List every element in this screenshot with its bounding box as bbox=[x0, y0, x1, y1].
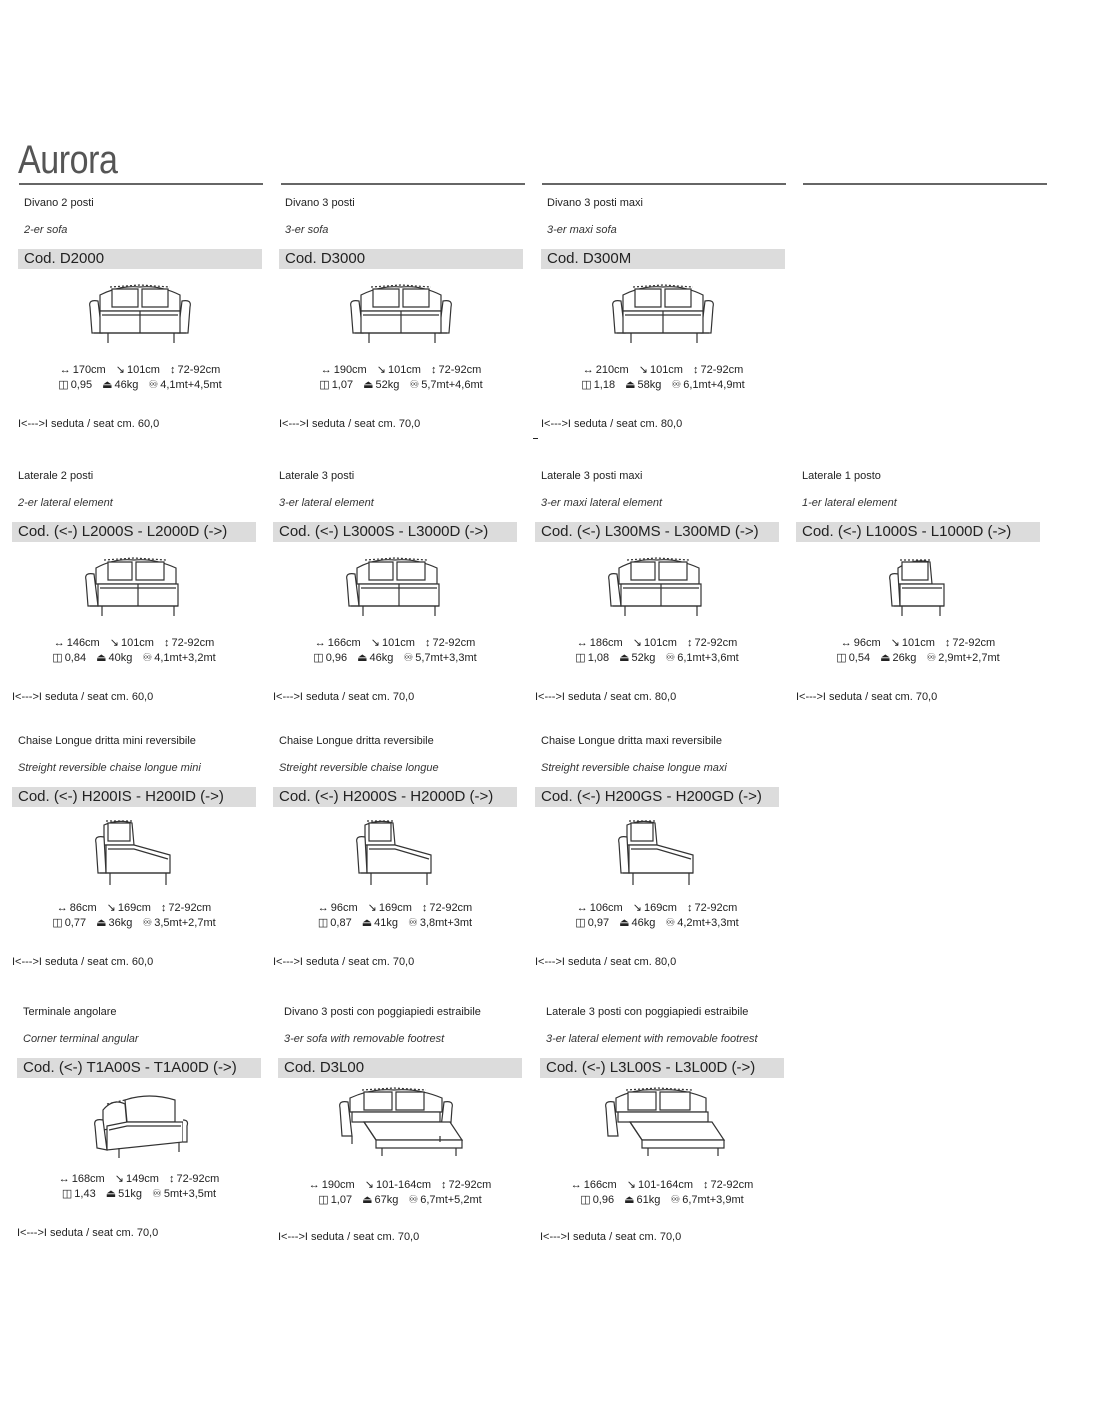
depth-value: 101cm bbox=[643, 637, 677, 649]
width-icon: ↔ bbox=[56, 902, 68, 914]
fabric-value: 2,9mt+2,7mt bbox=[938, 652, 1000, 664]
product-name-en: Corner terminal angular bbox=[23, 1033, 139, 1045]
weight-icon: ⏏ bbox=[880, 652, 891, 664]
volume-icon: ◫ bbox=[61, 1188, 73, 1200]
depth-icon: ↘ bbox=[367, 902, 377, 914]
height-icon: ↕ bbox=[169, 364, 176, 376]
product-name: Laterale 3 posti con poggiapiedi estraibile bbox=[546, 1006, 749, 1018]
fabric-icon: ♾ bbox=[665, 917, 676, 929]
weight-icon: ⏏ bbox=[625, 379, 636, 391]
fabric-icon: ♾ bbox=[408, 1194, 419, 1206]
height-icon: ↕ bbox=[944, 637, 951, 649]
fabric-value: 3,8mt+3mt bbox=[419, 917, 473, 929]
packaging-line bbox=[18, 378, 262, 391]
product-code: Cod. (<-) T1A00S - T1A00D (->) bbox=[17, 1058, 261, 1078]
dimensions-line bbox=[18, 363, 262, 376]
depth-icon: ↘ bbox=[364, 1179, 374, 1191]
height-icon: ↕ bbox=[168, 1173, 175, 1185]
product-card bbox=[535, 470, 779, 730]
packaging-line bbox=[278, 1193, 522, 1206]
width-value: 146cm bbox=[66, 637, 100, 649]
product-card bbox=[12, 735, 256, 995]
weight-value: 36kg bbox=[108, 917, 133, 929]
weight-value: 26kg bbox=[892, 652, 917, 664]
height-value: 72-92cm bbox=[168, 902, 212, 914]
depth-value: 101cm bbox=[901, 637, 935, 649]
product-code: Cod. (<-) L300MS - L300MD (->) bbox=[535, 522, 779, 542]
height-value: 72-92cm bbox=[438, 364, 482, 376]
width-icon: ↔ bbox=[59, 364, 71, 376]
weight-value: 46kg bbox=[631, 917, 656, 929]
volume-icon: ◫ bbox=[836, 652, 847, 664]
seat-width: I<--->I seduta / seat cm. 80,0 bbox=[541, 418, 683, 430]
depth-value: 101-164cm bbox=[375, 1179, 431, 1191]
weight-value: 58kg bbox=[637, 379, 662, 391]
depth-value: 101-164cm bbox=[637, 1179, 693, 1191]
product-code: Cod. (<-) H200GS - H200GD (->) bbox=[535, 787, 779, 807]
header-rule-4 bbox=[803, 183, 1047, 185]
height-icon: ↕ bbox=[686, 637, 693, 649]
height-value: 72-92cm bbox=[171, 637, 215, 649]
width-icon: ↔ bbox=[570, 1179, 582, 1191]
width-value: 96cm bbox=[853, 637, 881, 649]
weight-icon: ⏏ bbox=[105, 1188, 117, 1200]
fabric-value: 3,5mt+2,7mt bbox=[154, 917, 216, 929]
dimensions-line bbox=[273, 636, 517, 649]
product-card bbox=[279, 197, 523, 457]
weight-value: 67kg bbox=[374, 1194, 399, 1206]
volume-icon: ◫ bbox=[580, 1194, 591, 1206]
packaging-line bbox=[279, 378, 523, 391]
depth-icon: ↘ bbox=[370, 637, 380, 649]
weight-value: 46kg bbox=[369, 652, 394, 664]
depth-icon: ↘ bbox=[638, 364, 648, 376]
product-name-en: 3-er sofa bbox=[285, 224, 329, 236]
product-code: Cod. (<-) H200IS - H200ID (->) bbox=[12, 787, 256, 807]
fabric-icon: ♾ bbox=[671, 379, 682, 391]
product-code: Cod. D300M bbox=[541, 249, 785, 269]
product-card bbox=[17, 1006, 261, 1266]
weight-icon: ⏏ bbox=[362, 1194, 373, 1206]
depth-icon: ↘ bbox=[114, 1173, 124, 1185]
product-name: Divano 3 posti maxi bbox=[547, 197, 643, 209]
width-icon: ↔ bbox=[308, 1179, 320, 1191]
fabric-value: 6,7mt+5,2mt bbox=[420, 1194, 482, 1206]
depth-icon: ↘ bbox=[109, 637, 119, 649]
dimensions-line bbox=[273, 901, 517, 914]
page-title: Aurora bbox=[18, 138, 118, 182]
width-icon: ↔ bbox=[58, 1173, 70, 1185]
depth-value: 149cm bbox=[125, 1173, 159, 1185]
weight-icon: ⏏ bbox=[96, 917, 107, 929]
weight-icon: ⏏ bbox=[102, 379, 113, 391]
sofa-pictogram bbox=[597, 550, 717, 628]
width-value: 190cm bbox=[333, 364, 367, 376]
volume-icon: ◫ bbox=[52, 652, 63, 664]
width-value: 96cm bbox=[330, 902, 358, 914]
product-code: Cod. (<-) L1000S - L1000D (->) bbox=[796, 522, 1040, 542]
height-icon: ↕ bbox=[424, 637, 431, 649]
height-icon: ↕ bbox=[703, 1179, 709, 1191]
packaging-line bbox=[540, 1193, 784, 1206]
packaging-line bbox=[541, 378, 785, 391]
depth-icon: ↘ bbox=[632, 637, 642, 649]
product-code: Cod. D3000 bbox=[279, 249, 523, 269]
header-rule-3 bbox=[542, 183, 786, 185]
height-icon: ↕ bbox=[160, 902, 167, 914]
packaging-line bbox=[535, 651, 779, 664]
height-value: 72-92cm bbox=[694, 902, 738, 914]
sofa-pictogram bbox=[74, 815, 194, 893]
product-name-en: 3-er maxi sofa bbox=[547, 224, 617, 236]
packaging-line bbox=[17, 1187, 261, 1200]
depth-icon: ↘ bbox=[632, 902, 642, 914]
weight-icon: ⏏ bbox=[619, 652, 630, 664]
height-icon: ↕ bbox=[686, 902, 693, 914]
weight-icon: ⏏ bbox=[363, 379, 374, 391]
packaging-line bbox=[12, 916, 256, 929]
volume-value: 0,95 bbox=[70, 379, 93, 391]
fabric-value: 6,1mt+4,9mt bbox=[683, 379, 745, 391]
height-value: 72-92cm bbox=[176, 1173, 220, 1185]
width-icon: ↔ bbox=[582, 364, 594, 376]
fabric-value: 4,2mt+3,3mt bbox=[677, 917, 739, 929]
height-icon: ↕ bbox=[163, 637, 170, 649]
volume-value: 1,07 bbox=[331, 379, 354, 391]
fabric-icon: ♾ bbox=[407, 917, 418, 929]
depth-icon: ↘ bbox=[115, 364, 125, 376]
weight-value: 40kg bbox=[108, 652, 133, 664]
dimensions-line bbox=[796, 636, 1040, 649]
product-code: Cod. D3L00 bbox=[278, 1058, 522, 1078]
product-name-en: 1-er lateral element bbox=[802, 497, 897, 509]
volume-icon: ◫ bbox=[317, 917, 329, 929]
header-rule-1 bbox=[19, 183, 263, 185]
sofa-pictogram bbox=[79, 1086, 199, 1164]
seat-width: I<--->I seduta / seat cm. 80,0 bbox=[535, 691, 677, 703]
product-card bbox=[18, 197, 262, 457]
volume-value: 1,07 bbox=[330, 1194, 353, 1206]
packaging-line bbox=[12, 651, 256, 664]
product-name: Chaise Longue dritta reversibile bbox=[279, 735, 434, 747]
volume-value: 0,87 bbox=[330, 917, 352, 929]
product-name: Laterale 1 posto bbox=[802, 470, 881, 482]
depth-icon: ↘ bbox=[890, 637, 900, 649]
height-icon: ↕ bbox=[692, 364, 699, 376]
volume-icon: ◫ bbox=[575, 917, 586, 929]
height-value: 72-92cm bbox=[710, 1179, 754, 1191]
product-name: Laterale 2 posti bbox=[18, 470, 94, 482]
sofa-pictogram bbox=[335, 815, 455, 893]
volume-value: 0,77 bbox=[64, 917, 87, 929]
volume-icon: ◫ bbox=[58, 379, 69, 391]
seat-width: I<--->I seduta / seat cm. 60,0 bbox=[12, 956, 154, 968]
height-value: 72-92cm bbox=[432, 637, 476, 649]
depth-value: 169cm bbox=[378, 902, 412, 914]
packaging-line bbox=[796, 651, 1040, 664]
weight-icon: ⏏ bbox=[357, 652, 368, 664]
depth-value: 101cm bbox=[649, 364, 683, 376]
sofa-pictogram bbox=[858, 550, 978, 628]
header-rule-2 bbox=[281, 183, 525, 185]
fabric-value: 6,7mt+3,9mt bbox=[682, 1194, 744, 1206]
weight-value: 46kg bbox=[114, 379, 139, 391]
volume-value: 1,18 bbox=[593, 379, 616, 391]
dimensions-line bbox=[17, 1172, 261, 1185]
width-icon: ↔ bbox=[576, 902, 588, 914]
depth-value: 169cm bbox=[117, 902, 151, 914]
weight-icon: ⏏ bbox=[619, 917, 630, 929]
dimensions-line bbox=[535, 901, 779, 914]
dimensions-line bbox=[12, 636, 256, 649]
fabric-value: 5mt+3,5mt bbox=[163, 1188, 217, 1200]
depth-icon: ↘ bbox=[626, 1179, 636, 1191]
product-name: Chaise Longue dritta maxi reversibile bbox=[541, 735, 722, 747]
fabric-icon: ♾ bbox=[148, 379, 159, 391]
depth-value: 101cm bbox=[126, 364, 160, 376]
product-name-en: Streight reversible chaise longue maxi bbox=[541, 762, 727, 774]
width-value: 86cm bbox=[69, 902, 97, 914]
seat-width: I<--->I seduta / seat cm. 70,0 bbox=[278, 1231, 420, 1243]
height-value: 72-92cm bbox=[952, 637, 996, 649]
seat-width: I<--->I seduta / seat cm. 80,0 bbox=[535, 956, 677, 968]
seat-width: I<--->I seduta / seat cm. 60,0 bbox=[12, 691, 154, 703]
fabric-icon: ♾ bbox=[926, 652, 937, 664]
width-icon: ↔ bbox=[840, 637, 852, 649]
sofa-pictogram bbox=[603, 277, 723, 355]
product-name: Chaise Longue dritta mini reversibile bbox=[18, 735, 196, 747]
fabric-icon: ♾ bbox=[151, 1188, 162, 1200]
fabric-icon: ♾ bbox=[142, 917, 153, 929]
weight-icon: ⏏ bbox=[624, 1194, 635, 1206]
width-icon: ↔ bbox=[317, 902, 329, 914]
width-icon: ↔ bbox=[314, 637, 326, 649]
sofa-pictogram bbox=[80, 277, 200, 355]
product-name-en: Streight reversible chaise longue mini bbox=[18, 762, 201, 774]
product-card bbox=[540, 1006, 784, 1266]
width-value: 106cm bbox=[589, 902, 623, 914]
width-value: 170cm bbox=[72, 364, 106, 376]
fabric-icon: ♾ bbox=[670, 1194, 681, 1206]
width-value: 210cm bbox=[595, 364, 629, 376]
depth-value: 101cm bbox=[387, 364, 421, 376]
sofa-pictogram bbox=[74, 550, 194, 628]
volume-value: 0,97 bbox=[587, 917, 610, 929]
volume-icon: ◫ bbox=[313, 652, 324, 664]
seat-width: I<--->I seduta / seat cm. 70,0 bbox=[540, 1231, 682, 1243]
dimensions-line bbox=[535, 636, 779, 649]
product-name: Divano 3 posti con poggiapiedi estraibile bbox=[284, 1006, 481, 1018]
product-name-en: 3-er sofa with removable footrest bbox=[284, 1033, 445, 1045]
seat-width: I<--->I seduta / seat cm. 70,0 bbox=[273, 691, 415, 703]
weight-value: 52kg bbox=[375, 379, 400, 391]
width-icon: ↔ bbox=[320, 364, 332, 376]
height-icon: ↕ bbox=[441, 1179, 447, 1191]
seat-width: I<--->I seduta / seat cm. 60,0 bbox=[18, 418, 160, 430]
stray-mark bbox=[533, 438, 538, 439]
fabric-icon: ♾ bbox=[142, 652, 153, 664]
seat-width: I<--->I seduta / seat cm. 70,0 bbox=[273, 956, 415, 968]
weight-value: 52kg bbox=[631, 652, 656, 664]
weight-icon: ⏏ bbox=[96, 652, 107, 664]
seat-width: I<--->I seduta / seat cm. 70,0 bbox=[279, 418, 421, 430]
volume-icon: ◫ bbox=[575, 652, 586, 664]
height-icon: ↕ bbox=[421, 902, 428, 914]
seat-width: I<--->I seduta / seat cm. 70,0 bbox=[796, 691, 938, 703]
product-code: Cod. (<-) H2000S - H2000D (->) bbox=[273, 787, 517, 807]
product-name-en: Streight reversible chaise longue bbox=[279, 762, 439, 774]
fabric-icon: ♾ bbox=[665, 652, 676, 664]
height-value: 72-92cm bbox=[448, 1179, 492, 1191]
product-card bbox=[12, 470, 256, 730]
fabric-value: 5,7mt+3,3mt bbox=[415, 652, 477, 664]
product-name: Divano 3 posti bbox=[285, 197, 355, 209]
depth-value: 101cm bbox=[120, 637, 154, 649]
depth-value: 101cm bbox=[381, 637, 415, 649]
sofa-pictogram bbox=[597, 815, 717, 893]
volume-value: 0,96 bbox=[325, 652, 348, 664]
product-card bbox=[273, 735, 517, 995]
product-code: Cod. (<-) L2000S - L2000D (->) bbox=[12, 522, 256, 542]
height-icon: ↕ bbox=[430, 364, 437, 376]
width-value: 190cm bbox=[321, 1179, 355, 1191]
product-card bbox=[541, 197, 785, 457]
sofa-pictogram bbox=[332, 1082, 472, 1172]
product-code: Cod. D2000 bbox=[18, 249, 262, 269]
product-card bbox=[273, 470, 517, 730]
width-icon: ↔ bbox=[53, 637, 65, 649]
dimensions-line bbox=[278, 1178, 522, 1191]
volume-icon: ◫ bbox=[319, 379, 330, 391]
height-value: 72-92cm bbox=[177, 364, 221, 376]
product-code: Cod. (<-) L3000S - L3000D (->) bbox=[273, 522, 517, 542]
dimensions-line bbox=[12, 901, 256, 914]
sofa-pictogram bbox=[341, 277, 461, 355]
width-value: 166cm bbox=[583, 1179, 617, 1191]
weight-icon: ⏏ bbox=[361, 917, 373, 929]
height-value: 72-92cm bbox=[700, 364, 744, 376]
product-card bbox=[278, 1006, 522, 1266]
height-value: 72-92cm bbox=[429, 902, 473, 914]
width-icon: ↔ bbox=[576, 637, 588, 649]
depth-value: 169cm bbox=[643, 902, 677, 914]
product-name: Terminale angolare bbox=[23, 1006, 117, 1018]
product-code: Cod. (<-) L3L00S - L3L00D (->) bbox=[540, 1058, 784, 1078]
fabric-value: 4,1mt+3,2mt bbox=[154, 652, 216, 664]
fabric-icon: ♾ bbox=[409, 379, 420, 391]
volume-value: 1,08 bbox=[587, 652, 610, 664]
volume-icon: ◫ bbox=[52, 917, 63, 929]
height-value: 72-92cm bbox=[694, 637, 738, 649]
width-value: 186cm bbox=[589, 637, 623, 649]
volume-value: 0,84 bbox=[64, 652, 87, 664]
volume-icon: ◫ bbox=[581, 379, 592, 391]
volume-value: 0,96 bbox=[592, 1194, 615, 1206]
fabric-icon: ♾ bbox=[403, 652, 414, 664]
product-name-en: 3-er maxi lateral element bbox=[541, 497, 663, 509]
packaging-line bbox=[273, 651, 517, 664]
product-name: Laterale 3 posti maxi bbox=[541, 470, 643, 482]
dimensions-line bbox=[540, 1178, 784, 1191]
product-name-en: 2-er sofa bbox=[24, 224, 68, 236]
width-value: 168cm bbox=[71, 1173, 105, 1185]
weight-value: 51kg bbox=[118, 1188, 142, 1200]
sofa-pictogram bbox=[335, 550, 455, 628]
packaging-line bbox=[273, 916, 517, 929]
dimensions-line bbox=[279, 363, 523, 376]
weight-value: 61kg bbox=[636, 1194, 661, 1206]
volume-value: 0,54 bbox=[848, 652, 871, 664]
volume-icon: ◫ bbox=[318, 1194, 329, 1206]
product-name-en: 2-er lateral element bbox=[18, 497, 113, 509]
width-value: 166cm bbox=[327, 637, 361, 649]
sofa-pictogram bbox=[594, 1082, 734, 1172]
product-card bbox=[535, 735, 779, 995]
fabric-value: 5,7mt+4,6mt bbox=[421, 379, 483, 391]
dimensions-line bbox=[541, 363, 785, 376]
product-name-en: 3-er lateral element with removable footrest bbox=[546, 1033, 758, 1045]
product-name: Divano 2 posti bbox=[24, 197, 94, 209]
product-name: Laterale 3 posti bbox=[279, 470, 355, 482]
product-card bbox=[796, 470, 1040, 730]
depth-icon: ↘ bbox=[376, 364, 386, 376]
packaging-line bbox=[535, 916, 779, 929]
product-name-en: 3-er lateral element bbox=[279, 497, 374, 509]
weight-value: 41kg bbox=[374, 917, 398, 929]
depth-icon: ↘ bbox=[106, 902, 116, 914]
fabric-value: 4,1mt+4,5mt bbox=[160, 379, 222, 391]
seat-width: I<--->I seduta / seat cm. 70,0 bbox=[17, 1227, 159, 1239]
fabric-value: 6,1mt+3,6mt bbox=[677, 652, 739, 664]
volume-value: 1,43 bbox=[74, 1188, 96, 1200]
